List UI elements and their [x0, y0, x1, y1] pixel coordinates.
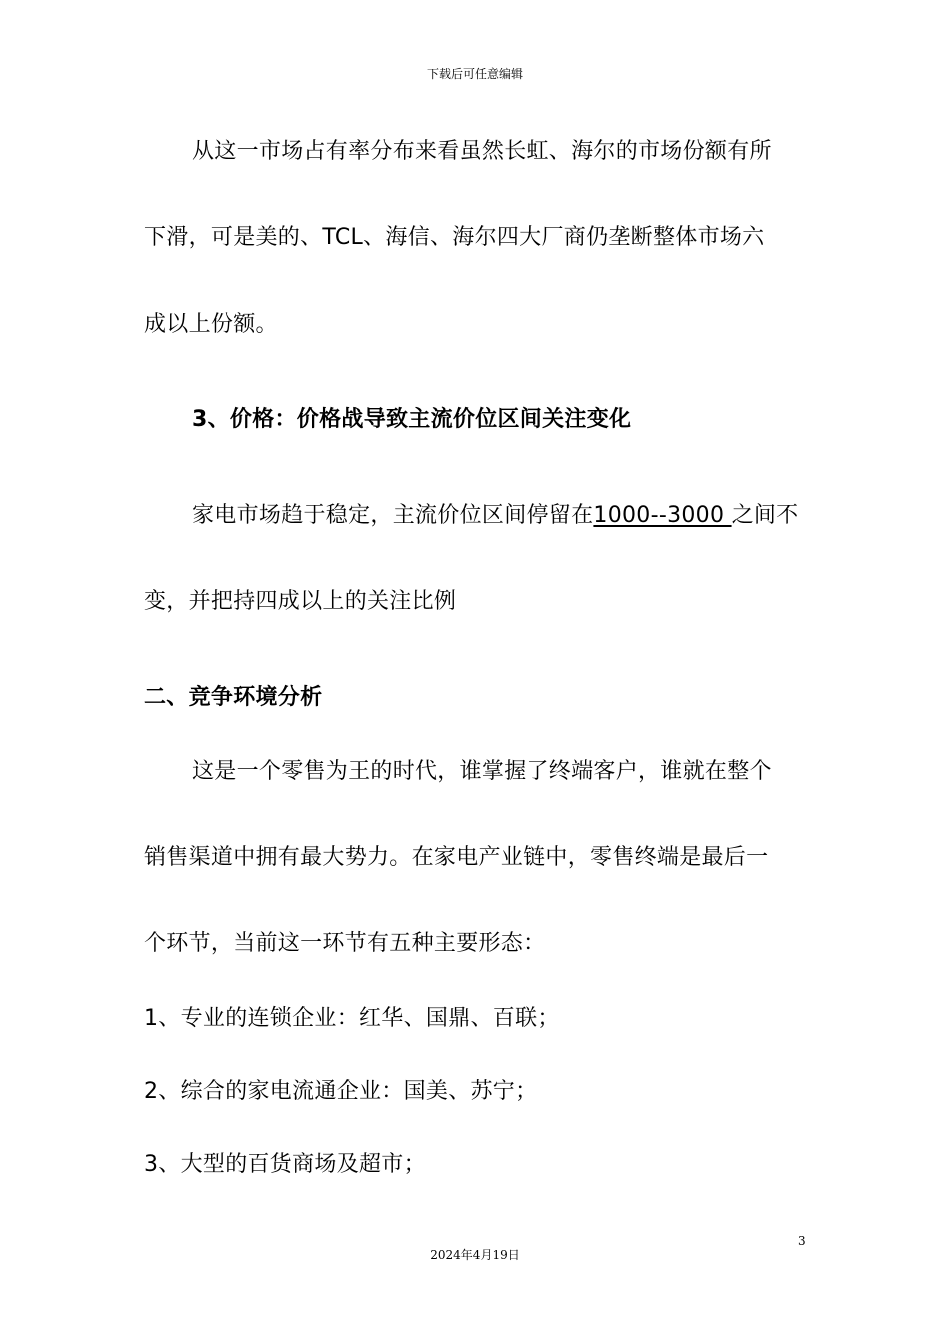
price-heading: 3、价格：价格战导致主流价位区间关注变化	[192, 407, 632, 432]
para1-line2: 下滑，可是美的、TCL、海信、海尔四大厂商仍垄断整体市场六	[144, 225, 765, 250]
para2-line2: 变，并把持四成以上的关注比例	[144, 589, 457, 614]
para1-line1: 从这一市场占有率分布来看虽然长虹、海尔的市场份额有所	[192, 139, 772, 164]
footer-date: 2024年4月19日	[430, 1248, 520, 1262]
list-item: 3、大型的百货商场及超市；	[144, 1152, 426, 1177]
para2-text-after: 之间不	[731, 503, 799, 528]
list-item: 1、专业的连锁企业：红华、国鼎、百联；	[144, 1006, 560, 1031]
page-number: 3	[798, 1234, 806, 1248]
header-note: 下载后可任意编辑	[426, 67, 523, 81]
para3-line1: 这是一个零售为王的时代，谁掌握了终端客户，谁就在整个	[192, 759, 772, 784]
section-heading: 二、竞争环境分析	[144, 685, 323, 710]
list-item: 2、综合的家电流通企业：国美、苏宁；	[144, 1079, 538, 1104]
para2-line1	[192, 501, 798, 531]
para1-line3: 成以上份额。	[144, 312, 278, 337]
price-range: 1000--3000	[593, 503, 732, 528]
para3-line3: 个环节，当前这一环节有五种主要形态：	[144, 931, 546, 956]
para2-text-before: 家电市场趋于稳定，主流价位区间停留在	[192, 503, 594, 528]
para3-line2: 销售渠道中拥有最大势力。在家电产业链中，零售终端是最后一	[144, 845, 769, 870]
